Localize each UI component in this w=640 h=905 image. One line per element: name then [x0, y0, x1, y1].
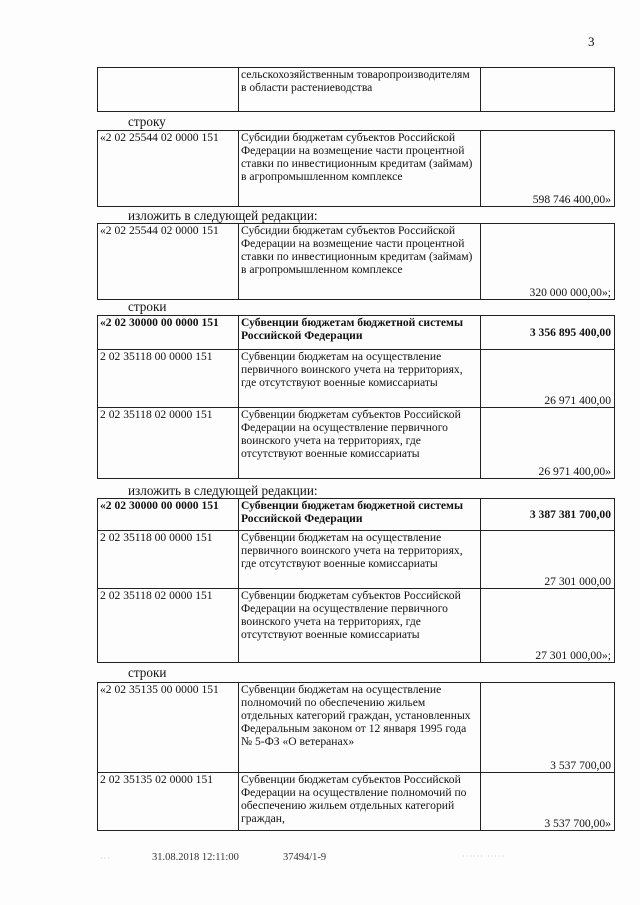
name-cell: сельскохозяйственным товаропроизводителям в области растениеводства — [239, 68, 481, 112]
code-cell: 2 02 35118 00 0000 151 — [98, 531, 239, 589]
name-cell: Субвенции бюджетам бюджетной системы Российской Федерации — [239, 316, 481, 350]
table-row — [98, 68, 615, 112]
name-cell: Субвенции бюджетам на осуществление первичного воинского учета на территориях, где отсутствуют военные комиссариаты — [239, 350, 481, 408]
name-cell: Субвенции бюджетам бюджетной системы Российской Федерации — [239, 499, 481, 531]
table-row — [98, 131, 615, 207]
code-cell: 2 02 35135 02 0000 151 — [98, 773, 239, 831]
amount-cell: 27 301 000,00»; — [481, 589, 615, 663]
code-cell: 2 02 35118 02 0000 151 — [98, 408, 239, 479]
name-cell: Субвенции бюджетам на осуществление полномочий по обеспечению жильем отдельных категорий граждан, установленных Федеральным законом от 12 января 1995 года № 5-ФЗ «О ветеранах» — [239, 683, 481, 773]
amount-cell: 26 971 400,00» — [481, 408, 615, 479]
amount-cell: 26 971 400,00 — [481, 350, 615, 408]
table-row — [98, 773, 615, 831]
amount-cell: 3 537 700,00» — [481, 773, 615, 831]
footer-timestamp: 31.08.2018 12:11:00 — [152, 852, 239, 863]
name-cell: Субсидии бюджетам субъектов Российской Федерации на возмещение части процентной ставки по инвестиционным кредитам (займам) в агропромышленном комплексе — [239, 224, 481, 300]
code-cell — [98, 68, 239, 112]
table-row — [98, 408, 615, 479]
name-cell: Субвенции бюджетам субъектов Российской Федерации на осуществление первичного воинского учета на территориях, где отсутствуют военные комиссариаты — [239, 408, 481, 479]
table-fragment-new-subvention — [97, 498, 615, 663]
section-label: изложить в следующей редакции: — [128, 483, 318, 498]
amount-cell: 320 000 000,00»; — [481, 224, 615, 300]
code-cell: «2 02 30000 00 0000 151 — [98, 499, 239, 531]
code-cell: «2 02 25544 02 0000 151 — [98, 224, 239, 300]
table-row — [98, 224, 615, 300]
name-cell: Субсидии бюджетам субъектов Российской Федерации на возмещение части процентной ставки по инвестиционным кредитам (займам) в агропромышленном комплексе — [239, 131, 481, 207]
table-row — [98, 531, 615, 589]
code-cell: 2 02 35118 00 0000 151 — [98, 350, 239, 408]
name-cell: Субвенции бюджетам субъектов Российской Федерации на осуществление полномочий по обеспечению жильем отдельных категорий граждан, — [239, 773, 481, 831]
code-cell: «2 02 30000 00 0000 151 — [98, 316, 239, 350]
table-row — [98, 316, 615, 350]
amount-cell — [481, 68, 615, 112]
section-label: строку — [128, 114, 166, 129]
amount-cell: 3 387 381 700,00 — [481, 499, 615, 531]
scan-artifact: ··· — [100, 854, 111, 863]
code-cell: «2 02 35135 00 0000 151 — [98, 683, 239, 773]
name-cell: Субвенции бюджетам субъектов Российской Федерации на осуществление первичного воинского учета на территориях, где отсутствуют военные комиссариаты — [239, 589, 481, 663]
table-row — [98, 499, 615, 531]
amount-cell: 27 301 000,00 — [481, 531, 615, 589]
section-label: строки — [128, 665, 167, 680]
footer-doc-number: 37494/1-9 — [283, 852, 327, 863]
page-number: 3 — [588, 34, 595, 49]
table-row — [98, 589, 615, 663]
table-fragment-new-subsidy — [97, 223, 615, 300]
table-row — [98, 683, 615, 773]
section-label: изложить в следующей редакции: — [128, 208, 318, 223]
code-cell: «2 02 25544 02 0000 151 — [98, 131, 239, 207]
scan-artifact: ······ ····· — [462, 852, 506, 861]
section-label: строки — [128, 299, 167, 314]
amount-cell: 3 356 895 400,00 — [481, 316, 615, 350]
name-cell: Субвенции бюджетам на осуществление первичного воинского учета на территориях, где отсутствуют военные комиссариаты — [239, 531, 481, 589]
table-row — [98, 350, 615, 408]
amount-cell: 598 746 400,00» — [481, 131, 615, 207]
table-fragment-continued — [97, 67, 615, 112]
table-fragment-old-subsidy — [97, 130, 615, 207]
table-fragment-old-subvention — [97, 315, 615, 479]
code-cell: 2 02 35118 02 0000 151 — [98, 589, 239, 663]
table-fragment-veterans-housing — [97, 682, 615, 831]
amount-cell: 3 537 700,00 — [481, 683, 615, 773]
